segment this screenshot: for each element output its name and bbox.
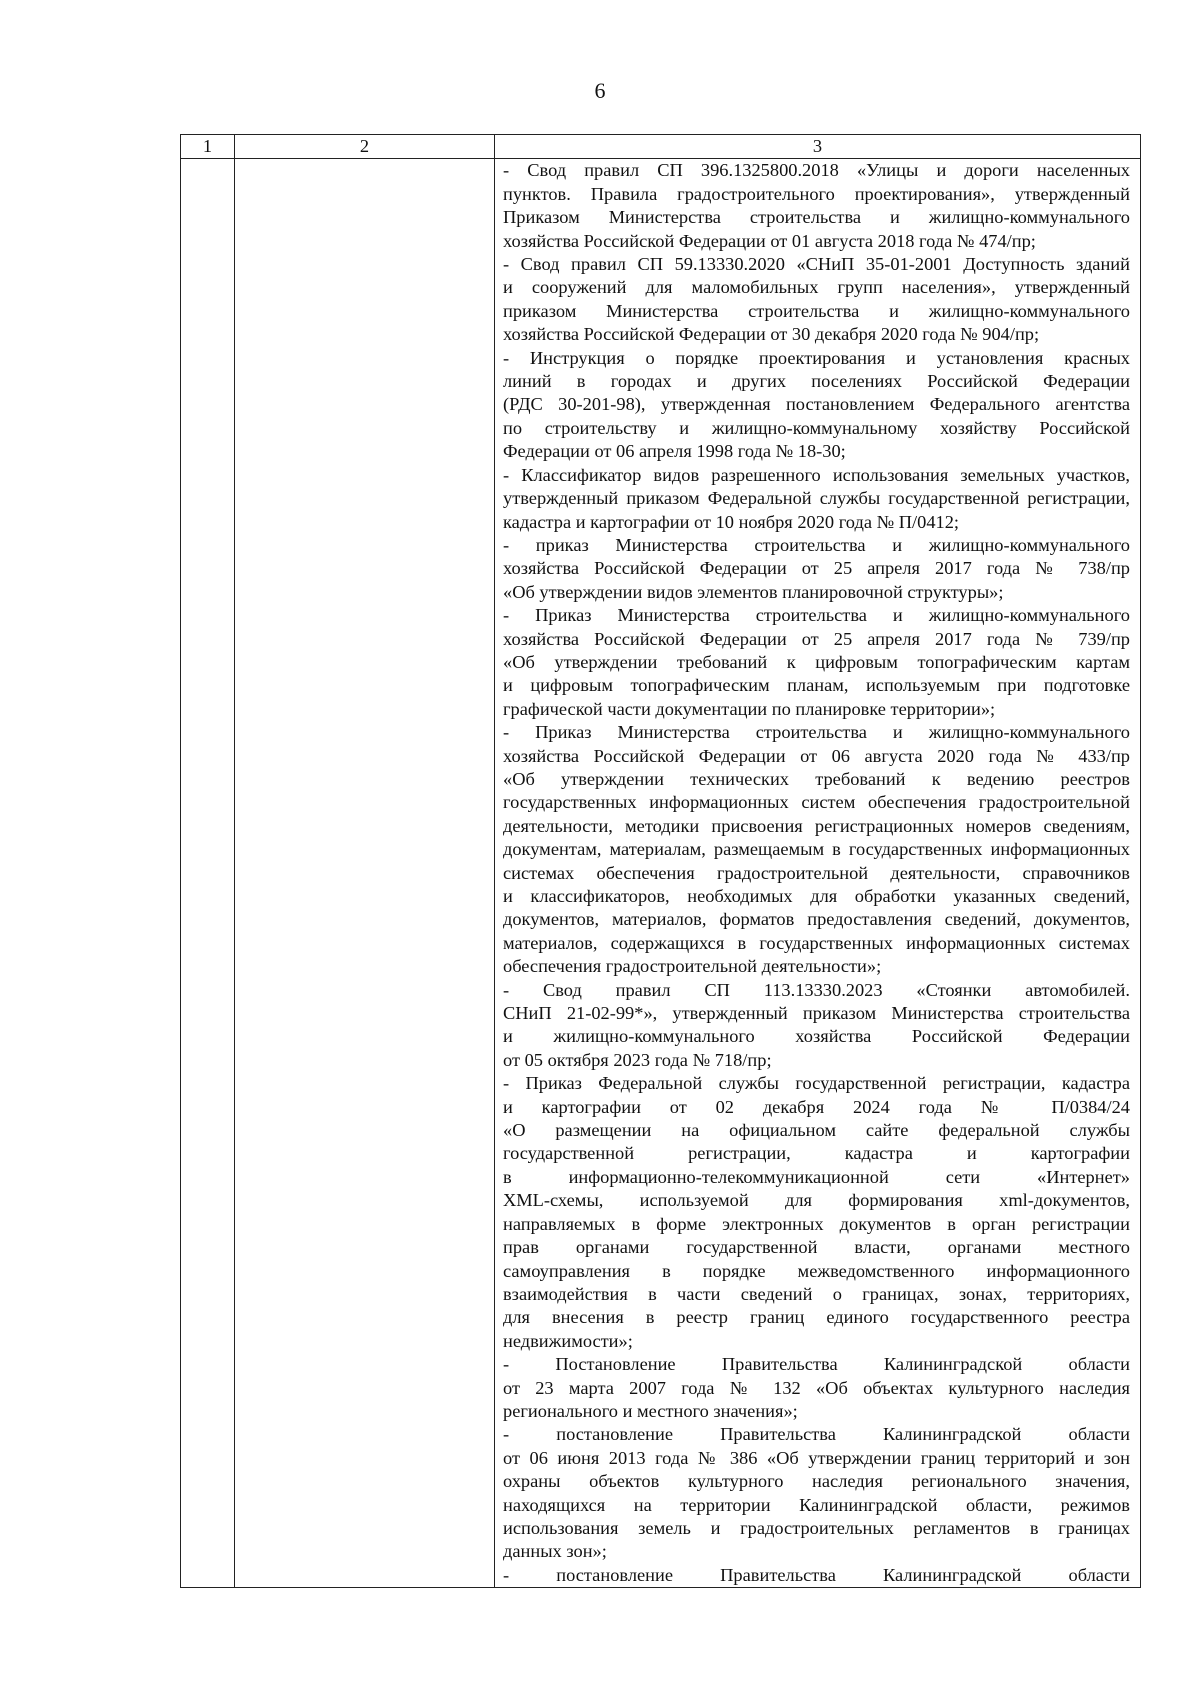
legal-document-item <box>503 1353 1130 1423</box>
table-row <box>181 159 1141 1588</box>
column-number-2: 2 <box>235 135 495 159</box>
item-text-line: кадастра и картографии от 10 ноября 2020 года № П/0412; <box>503 511 960 532</box>
legal-document-item <box>503 721 1130 978</box>
cell-legal-basis <box>495 159 1141 1588</box>
item-text-line: и жилищно-коммунального хозяйства Российской Федерации <box>503 1026 1130 1047</box>
legal-document-item <box>503 159 1130 253</box>
item-text-line: обеспечения градостроительной деятельности»; <box>503 956 882 977</box>
item-text-line: и картографии от 02 декабря 2024 года № П/0384/24 <box>503 1096 1130 1117</box>
item-text-line: Федерации от 06 апреля 1998 года № 18-30; <box>503 441 846 462</box>
item-text-line: по строительству и жилищно-коммунальному хозяйству Российской <box>503 417 1130 438</box>
item-text-line: - Приказ Министерства строительства и жилищно-коммунального <box>503 722 1130 743</box>
item-text-line: - Свод правил СП 59.13330.2020 «СНиП 35-01-2001 Доступность зданий <box>503 254 1130 275</box>
column-number-row <box>181 135 1141 159</box>
item-text-line: «О размещении на официальном сайте федеральной службы <box>503 1120 1130 1141</box>
legal-document-item <box>503 979 1130 1073</box>
legal-document-item <box>503 1564 1130 1587</box>
item-text-line: документам, материалам, размещаемым в государственных информационных <box>503 839 1130 860</box>
item-text-line: от 05 октября 2023 года № 718/пр; <box>503 1049 772 1070</box>
item-text-line: для внесения в реестр границ единого государственного реестра <box>503 1307 1130 1328</box>
item-text-line: графической части документации по планировке территории»; <box>503 698 996 719</box>
item-text-line: самоуправления в порядке межведомственного информационного <box>503 1260 1130 1281</box>
item-text-line: прав органами государственной власти, органами местного <box>503 1237 1130 1258</box>
item-text-line: СНиП 21-02-99*», утвержденный приказом Министерства строительства <box>503 1003 1130 1024</box>
item-text-line: данных зон»; <box>503 1541 607 1562</box>
item-text-line: использования земель и градостроительных регламентов в границах <box>503 1517 1130 1538</box>
column-number-1: 1 <box>181 135 235 159</box>
item-text-line: - Приказ Министерства строительства и жилищно-коммунального <box>503 605 1130 626</box>
item-text-line: находящихся на территории Калининградской области, режимов <box>503 1494 1130 1515</box>
item-text-line: - Постановление Правительства Калининградской области <box>503 1354 1130 1375</box>
item-text-line: хозяйства Российской Федерации от 25 апреля 2017 года № 739/пр <box>503 628 1130 649</box>
item-text-line: в информационно-телекоммуникационной сети «Интернет» <box>503 1166 1130 1187</box>
item-text-line: от 06 июня 2013 года № 386 «Об утверждении границ территорий и зон <box>503 1447 1130 1468</box>
cell-name <box>235 159 495 1588</box>
item-text-line: - Приказ Федеральной службы государственной регистрации, кадастра <box>503 1073 1130 1094</box>
legal-document-list <box>495 159 1140 1587</box>
item-text-line: приказом Министерства строительства и жилищно-коммунального <box>503 300 1130 321</box>
item-text-line: - постановление Правительства Калининградской области <box>503 1564 1130 1585</box>
item-text-line: хозяйства Российской Федерации от 30 декабря 2020 года № 904/пр; <box>503 324 1040 345</box>
item-text-line: - Свод правил СП 396.1325800.2018 «Улицы и дороги населенных <box>503 160 1130 181</box>
item-text-line: регионального и местного значения»; <box>503 1400 798 1421</box>
item-text-line: деятельности, методики присвоения регистрационных номеров сведениям, <box>503 815 1130 836</box>
legal-document-item <box>503 534 1130 604</box>
item-text-line: хозяйства Российской Федерации от 25 апреля 2017 года № 738/пр <box>503 558 1130 579</box>
item-text-line: государственной регистрации, кадастра и картографии <box>503 1143 1130 1164</box>
item-text-line: «Об утверждении требований к цифровым топографическим картам <box>503 651 1130 672</box>
document-table <box>180 134 1141 1588</box>
item-text-line: - приказ Министерства строительства и жилищно-коммунального <box>503 534 1130 555</box>
item-text-line: направляемых в форме электронных документов в орган регистрации <box>503 1213 1130 1234</box>
item-text-line: - постановление Правительства Калининградской области <box>503 1424 1130 1445</box>
item-text-line: документов, материалов, форматов предоставления сведений, документов, <box>503 909 1130 930</box>
item-text-line: XML-схемы, используемой для формирования xml-документов, <box>503 1190 1130 1211</box>
column-number-3: 3 <box>495 135 1141 159</box>
item-text-line: линий в городах и других поселениях Российской Федерации <box>503 371 1130 392</box>
item-text-line: охраны объектов культурного наследия регионального значения, <box>503 1471 1130 1492</box>
item-text-line: - Свод правил СП 113.13330.2023 «Стоянки автомобилей. <box>503 979 1130 1000</box>
cell-number <box>181 159 235 1588</box>
item-text-line: хозяйства Российской Федерации от 01 августа 2018 года № 474/пр; <box>503 230 1036 251</box>
item-text-line: и цифровым топографическим планам, используемым при подготовке <box>503 675 1130 696</box>
item-text-line: (РДС 30-201-98), утвержденная постановлением Федерального агентства <box>503 394 1130 415</box>
legal-document-item <box>503 604 1130 721</box>
item-text-line: от 23 марта 2007 года № 132 «Об объектах культурного наследия <box>503 1377 1130 1398</box>
item-text-line: Приказом Министерства строительства и жилищно-коммунального <box>503 207 1130 228</box>
legal-document-item <box>503 347 1130 464</box>
item-text-line: «Об утверждении видов элементов планировочной структуры»; <box>503 581 1004 602</box>
item-text-line: - Инструкция о порядке проектирования и установления красных <box>503 347 1130 368</box>
item-text-line: и сооружений для маломобильных групп населения», утвержденный <box>503 277 1130 298</box>
legal-document-item <box>503 253 1130 347</box>
item-text-line: пунктов. Правила градостроительного проектирования», утвержденный <box>503 183 1130 204</box>
item-text-line: «Об утверждении технических требований к ведению реестров <box>503 768 1130 789</box>
page-number: 6 <box>594 78 606 103</box>
legal-document-item <box>503 1072 1130 1353</box>
item-text-line: хозяйства Российской Федерации от 06 августа 2020 года № 433/пр <box>503 745 1130 766</box>
item-text-line: недвижимости»; <box>503 1330 633 1351</box>
item-text-line: утвержденный приказом Федеральной службы государственной регистрации, <box>503 488 1130 509</box>
item-text-line: государственных информационных систем обеспечения градостроительной <box>503 792 1130 813</box>
legal-document-item <box>503 1423 1130 1563</box>
legal-document-item <box>503 464 1130 534</box>
item-text-line: - Классификатор видов разрешенного использования земельных участков, <box>503 464 1130 485</box>
item-text-line: взаимодействия в части сведений о границах, зонах, территориях, <box>503 1283 1130 1304</box>
item-text-line: системах обеспечения градостроительной деятельности, справочников <box>503 862 1130 883</box>
item-text-line: материалов, содержащихся в государственных информационных системах <box>503 932 1130 953</box>
item-text-line: и классификаторов, необходимых для обработки указанных сведений, <box>503 886 1130 906</box>
